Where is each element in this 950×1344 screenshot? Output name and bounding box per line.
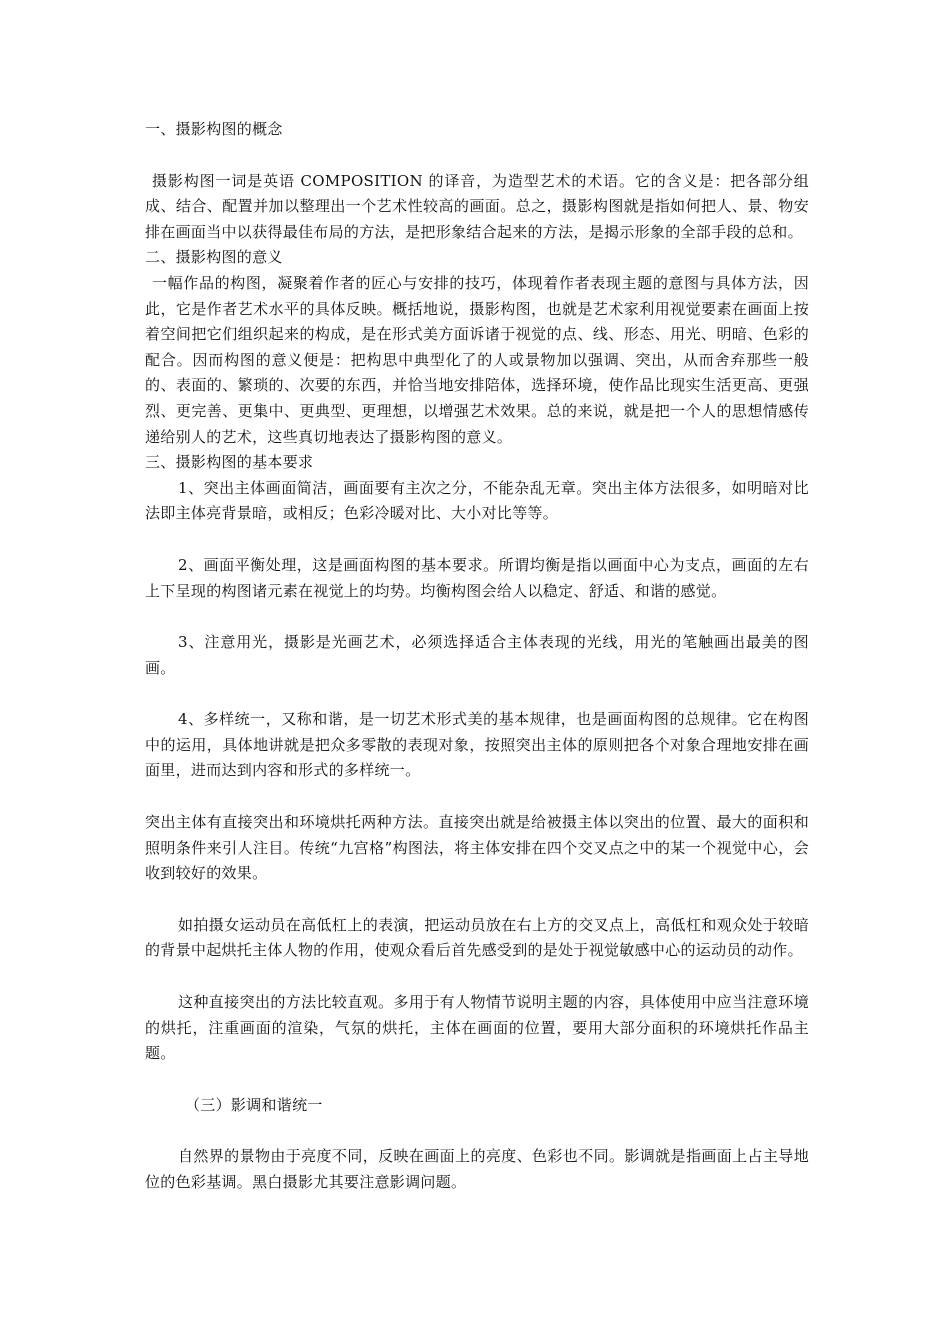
section-heading-requirements: 三、摄影构图的基本要求 — [145, 453, 314, 472]
spacer — [145, 143, 809, 169]
spacer — [145, 784, 809, 810]
paragraph-meaning: 一幅作品的构图，凝聚着作者的匠心与安排的技巧，体现着作者表现主题的意图与具体方法，因此，它是作者艺术水平的具体反映。概括地说，摄影构图，也就是艺术家利用视觉要素在画面上按着空间把它们组织起来的构成，是在形式美方面诉诸于视觉的点、线、形态、用光、明暗、色彩的配合。因而构图的意义便是：把构思中典型化了的人或景物加以强调、突出，从而舍弃那些一般的、表面的、繁琐的、次要的东西，并恰当地安排陪体，选择环境，使作品比现实生活更高、更强烈、更完善、更集中、更典型、更理想，以增强艺术效果。总的来说，就是把一个人的思想情感传递给别人的艺术，这些真切地表达了摄影构图的意义。 — [145, 273, 809, 446]
requirement-item-1: 1、突出主体画面简洁，画面要有主次之分，不能杂乱无章。突出主体方法很多，如明暗对比法即主体亮背景暗，或相反；色彩冷暖对比、大小对比等等。 — [145, 478, 809, 523]
spacer — [145, 1118, 809, 1144]
paragraph-concept: 摄影构图一词是英语 COMPOSITION 的译音，为造型艺术的术语。它的含义是：把各部分组成、结合、配置并加以整理出一个艺术性较高的画面。总之，摄影构图就是指如何把人、景、物安排在画面当中以获得最佳布局的方法，是把形象结合起来的方法，是揭示形象的全部手段的总和。 — [145, 171, 809, 241]
spacer — [145, 527, 809, 553]
spacer — [145, 964, 809, 990]
section-heading-meaning: 二、摄影构图的意义 — [145, 248, 283, 267]
spacer — [145, 887, 809, 913]
section-heading-concept: 一、摄影构图的概念 — [145, 120, 283, 138]
subheading-tone-harmony: （三）影调和谐统一 — [185, 1095, 323, 1114]
paragraph-gymnast-example: 如拍摄女运动员在高低杠上的表演，把运动员放在右上方的交叉点上，高低杠和观众处于较暗的背景中起烘托主体人物的作用，使观众看后首先感受到的是处于视觉敏感中心的运动员的动作。 — [145, 915, 809, 960]
requirement-item-3: 3、注意用光，摄影是光画艺术，必须选择适合主体表现的光线，用光的笔触画出最美的图画。 — [145, 633, 809, 677]
spacer — [145, 604, 809, 630]
paragraph-direct-method: 这种直接突出的方法比较直观。多用于有人物情节说明主题的内容，具体使用中应当注意环境的烘托，注重画面的渲染，气氛的烘托，主体在画面的位置，要用大部分面积的环境烘托作品主题。 — [145, 993, 809, 1063]
requirement-item-2: 2、画面平衡处理，这是画面构图的基本要求。所谓均衡是指以画面中心为支点，画面的左右上下呈现的构图诸元素在视觉上的均势。均衡构图会给人以稳定、舒适、和谐的感觉。 — [145, 555, 809, 600]
spacer — [145, 1067, 809, 1093]
paragraph-subject-emphasis: 突出主体有直接突出和环境烘托两种方法。直接突出就是给被摄主体以突出的位置、最大的面积和照明条件来引人注目。传统“九宫格”构图法，将主体安排在四个交叉点之中的某一个视觉中心，会收到较好的效果。 — [145, 813, 809, 883]
requirement-item-4: 4、多样统一，又称和谐，是一切艺术形式美的基本规律，也是画面构图的总规律。它在构图中的运用，具体地讲就是把众多零散的表现对象，按照突出主体的原则把各个对象合理地安排在画面里，进而达到内容和形式的多样统一。 — [145, 710, 809, 780]
document-body — [145, 117, 809, 1196]
spacer — [145, 681, 809, 707]
paragraph-tone: 自然界的景物由于亮度不同，反映在画面上的亮度、色彩也不同。影调就是指画面上占主导地位的色彩基调。黑白摄影尤其要注意影调问题。 — [145, 1147, 809, 1191]
